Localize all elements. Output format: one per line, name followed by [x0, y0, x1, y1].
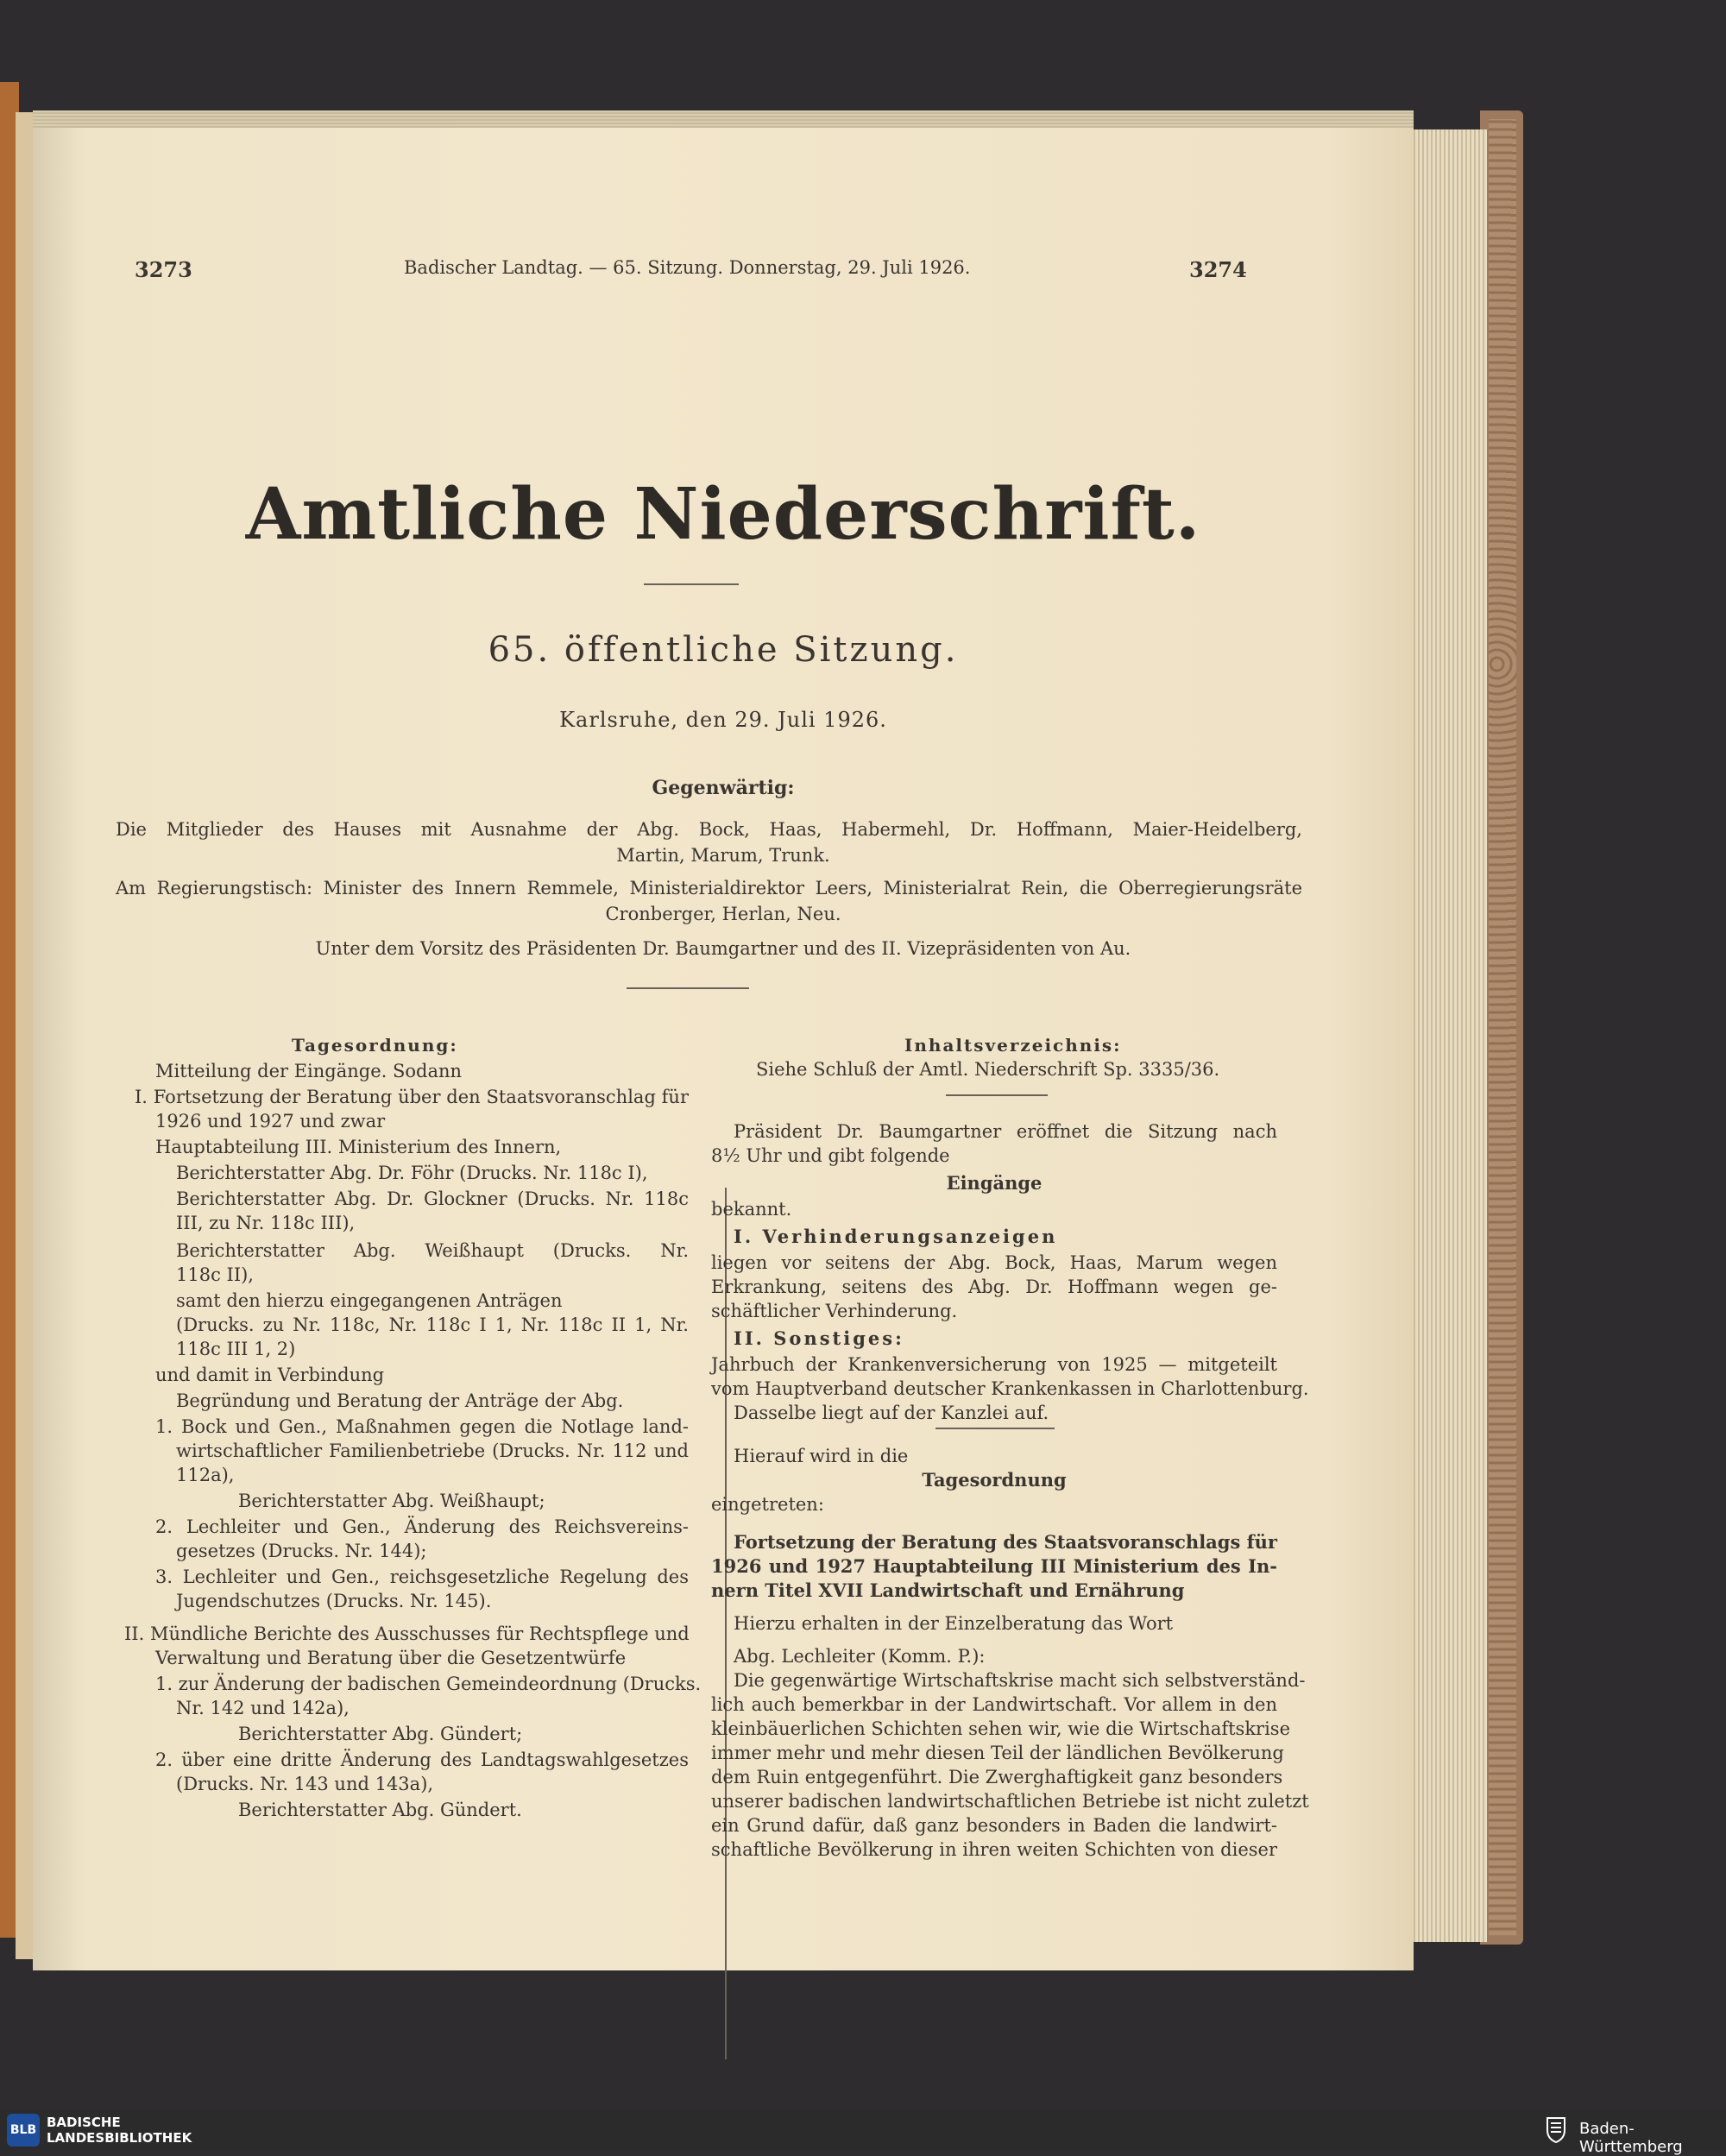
- agenda-heading: Tagesordnung:: [292, 1035, 458, 1056]
- minutes-line: 8½ Uhr und gibt folgende: [711, 1145, 950, 1166]
- minutes-line: Hierauf wird in die: [734, 1446, 909, 1466]
- minutes-line: Hierzu erhalten in der Einzelberatung das Wort: [734, 1613, 1174, 1634]
- minutes-line: II. Sonstiges:: [734, 1327, 904, 1349]
- agenda-line: Berichterstatter Abg. Weißhaupt (Drucks. Nr.: [176, 1240, 689, 1261]
- agenda-line: wirtschaftlicher Familienbetriebe (Drucks. Nr. 112 und: [176, 1440, 689, 1461]
- agenda-line: gesetzes (Drucks. Nr. 144);: [176, 1541, 427, 1561]
- agenda-line: und damit in Verbindung: [155, 1365, 385, 1385]
- minutes-line: Eingänge: [946, 1172, 1043, 1194]
- library-name-line2: LANDESBIBLIOTHEK: [47, 2130, 192, 2146]
- minutes-line: eingetreten:: [711, 1494, 824, 1515]
- library-logo[interactable]: BLB: [7, 2114, 40, 2147]
- minutes-line: Erkrankung, seitens des Abg. Dr. Hoffmann wegen ge-: [711, 1277, 1277, 1297]
- present-members-line2: Martin, Marum, Trunk.: [616, 845, 830, 866]
- minutes-line: I. Verhinderungsanzeigen: [734, 1226, 1058, 1247]
- agenda-line: I. Fortsetzung der Beratung über den Staatsvoranschlag für: [135, 1087, 689, 1107]
- state-coat-of-arms-icon: [1541, 2115, 1571, 2144]
- minutes-line: bekannt.: [711, 1199, 792, 1220]
- chair-line: Unter dem Vorsitz des Präsidenten Dr. Baumgartner und des II. Vizepräsidenten von Au.: [315, 938, 1131, 959]
- running-title: Badischer Landtag. — 65. Sitzung. Donnerstag, 29. Juli 1926.: [404, 257, 971, 278]
- toc-reference: Siehe Schluß der Amtl. Niederschrift Sp. 3335/36.: [756, 1059, 1220, 1080]
- minutes-line: unserer badischen landwirtschaftlichen Betriebe ist nicht zuletzt: [711, 1791, 1309, 1812]
- session-subtitle: 65. öffentliche Sitzung.: [488, 630, 959, 670]
- minutes-line: Tagesordnung: [922, 1469, 1067, 1491]
- agenda-line: Hauptabteilung III. Ministerium des Innern,: [155, 1137, 562, 1157]
- agenda-line: 112a),: [176, 1465, 235, 1485]
- page-stack-top: [33, 110, 1414, 128]
- minutes-line: lich auch bemerkbar in der Landwirtschaft. Vor allem in den: [711, 1694, 1277, 1715]
- minutes-line: schäftlicher Verhinderung.: [711, 1301, 958, 1321]
- minutes-line: schaftliche Bevölkerung in ihren weiten Schichten von dieser: [711, 1839, 1277, 1860]
- minutes-line: Dasselbe liegt auf der Kanzlei auf.: [734, 1403, 1049, 1423]
- agenda-line: Nr. 142 und 142a),: [176, 1698, 350, 1718]
- agenda-line: II. Mündliche Berichte des Ausschusses für Rechtspflege und: [124, 1623, 690, 1644]
- minutes-line: Fortsetzung der Beratung des Staatsvoranschlags für: [734, 1531, 1277, 1553]
- document-page: [33, 128, 1414, 1970]
- footer-bar: [0, 2109, 1726, 2156]
- minutes-line: dem Ruin entgegenführt. Die Zwerghaftigkeit ganz besonders: [711, 1767, 1283, 1787]
- minutes-line: 1926 und 1927 Hauptabteilung III Ministerium des In-: [711, 1555, 1277, 1577]
- agenda-line: 1. zur Änderung der badischen Gemeindeordnung (Drucks.: [155, 1674, 702, 1694]
- agenda-line: samt den hierzu eingegangenen Anträgen: [176, 1290, 563, 1311]
- agenda-line: (Drucks. Nr. 143 und 143a),: [176, 1774, 434, 1794]
- agenda-line: III, zu Nr. 118c III),: [176, 1213, 356, 1233]
- government-line2: Cronberger, Herlan, Neu.: [605, 904, 841, 924]
- minutes-line: Abg. Lechleiter (Komm. P.):: [734, 1646, 986, 1667]
- minutes-line: vom Hauptverband deutscher Krankenkassen in Charlottenburg.: [711, 1378, 1309, 1399]
- left-page-edge: [16, 112, 33, 1959]
- document-title: Amtliche Niederschrift.: [245, 473, 1201, 556]
- agenda-line: 118c II),: [176, 1264, 254, 1285]
- agenda-line: 2. über eine dritte Änderung des Landtagswahlgesetzes: [155, 1749, 689, 1770]
- agenda-line: Jugendschutzes (Drucks. Nr. 145).: [176, 1591, 492, 1611]
- toc-heading: Inhaltsverzeichnis:: [904, 1035, 1122, 1056]
- place-date: Karlsruhe, den 29. Juli 1926.: [559, 708, 887, 732]
- section-divider: [627, 987, 749, 989]
- present-members-line1: Die Mitglieder des Hauses mit Ausnahme der Abg. Bock, Haas, Habermehl, Dr. Hoffmann, Maier-Heidelberg,: [116, 819, 1302, 840]
- agenda-line: Berichterstatter Abg. Gündert;: [238, 1724, 523, 1744]
- page-number-left: 3273: [135, 257, 192, 282]
- government-line1: Am Regierungstisch: Minister des Innern Remmele, Ministerialdirektor Leers, Ministerialrat Rein, die Oberregierungsräte: [116, 878, 1302, 898]
- toc-divider: [946, 1094, 1048, 1096]
- agenda-line: (Drucks. zu Nr. 118c, Nr. 118c I 1, Nr. 118c II 1, Nr.: [176, 1314, 689, 1335]
- title-divider: [644, 583, 739, 585]
- state-name: Baden-Württemberg: [1579, 2120, 1683, 2156]
- minutes-line: kleinbäuerlichen Schichten sehen wir, wie die Wirtschaftskrise: [711, 1718, 1291, 1739]
- minutes-line: liegen vor seitens der Abg. Bock, Haas, Marum wegen: [711, 1252, 1277, 1273]
- page-number-right: 3274: [1189, 257, 1247, 282]
- agenda-line: Verwaltung und Beratung über die Gesetzentwürfe: [155, 1648, 627, 1668]
- agenda-line: 1. Bock und Gen., Maßnahmen gegen die Notlage land-: [155, 1416, 689, 1437]
- minutes-line: nern Titel XVII Landwirtschaft und Ernährung: [711, 1579, 1185, 1601]
- minutes-line: Die gegenwärtige Wirtschaftskrise macht sich selbstverständ-: [734, 1670, 1306, 1691]
- minutes-line: Jahrbuch der Krankenversicherung von 1925 — mitgeteilt: [711, 1354, 1277, 1375]
- agenda-line: Berichterstatter Abg. Weißhaupt;: [238, 1491, 545, 1511]
- agenda-line: 3. Lechleiter und Gen., reichsgesetzliche Regelung des: [155, 1567, 689, 1587]
- present-heading: Gegenwärtig:: [652, 777, 795, 799]
- agenda-line: Berichterstatter Abg. Dr. Glockner (Drucks. Nr. 118c: [176, 1188, 689, 1209]
- agenda-line: 118c III 1, 2): [176, 1339, 296, 1359]
- dash-divider: [935, 1428, 1055, 1429]
- library-name: [47, 2115, 192, 2146]
- agenda-line: Mitteilung der Eingänge. Sodann: [155, 1061, 463, 1081]
- minutes-line: ein Grund dafür, daß ganz besonders in Baden die landwirt-: [711, 1815, 1277, 1836]
- minutes-line: immer mehr und mehr diesen Teil der ländlichen Bevölkerung: [711, 1743, 1284, 1763]
- agenda-line: Berichterstatter Abg. Dr. Föhr (Drucks. Nr. 118c I),: [176, 1163, 648, 1183]
- minutes-line: Präsident Dr. Baumgartner eröffnet die Sitzung nach: [734, 1121, 1277, 1142]
- library-name-line1: BADISCHE: [47, 2115, 121, 2130]
- page-stack-edge: [1411, 129, 1487, 1942]
- agenda-line: Berichterstatter Abg. Gündert.: [238, 1800, 522, 1820]
- agenda-line: 2. Lechleiter und Gen., Änderung des Reichsvereins-: [155, 1516, 689, 1537]
- agenda-line: Begründung und Beratung der Anträge der Abg.: [176, 1390, 624, 1411]
- agenda-line: 1926 und 1927 und zwar: [155, 1111, 386, 1132]
